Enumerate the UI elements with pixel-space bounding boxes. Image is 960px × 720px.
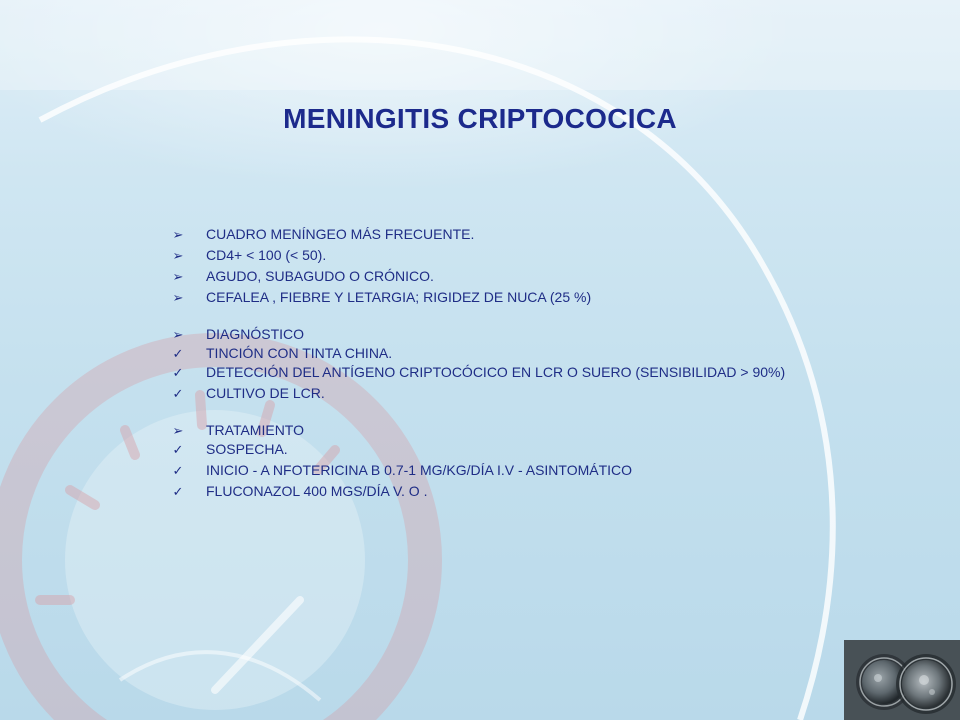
check-bullet-icon: ✓ xyxy=(172,365,184,380)
bullet-text: FLUCONAZOL 400 MGS/DÍA V. O . xyxy=(206,483,428,499)
bullet-item xyxy=(170,345,850,362)
bullet-text: CEFALEA , FIEBRE Y LETARGIA; RIGIDEZ DE NUCA (25 %) xyxy=(206,289,592,305)
bullet-item xyxy=(170,462,850,479)
check-bullet-icon: ✓ xyxy=(172,442,184,457)
arrow-bullet-icon: ➢ xyxy=(172,269,184,284)
bullet-text: DETECCIÓN DEL ANTÍGENO CRIPTOCÓCICO EN LCR O SUERO (SENSIBILIDAD > 90%) xyxy=(206,364,786,380)
group-spacer xyxy=(170,402,850,418)
bullet-item xyxy=(170,268,850,285)
bullet-text: CULTIVO DE LCR. xyxy=(206,385,325,401)
check-bullet-icon: ✓ xyxy=(172,463,184,478)
bullet-item xyxy=(170,326,850,343)
cryptococcus-micrograph xyxy=(844,640,960,720)
bullet-text: AGUDO, SUBAGUDO O CRÓNICO. xyxy=(206,268,434,284)
bullet-item xyxy=(170,247,850,264)
bullet-text: TINCIÓN CON TINTA CHINA. xyxy=(206,345,393,361)
arrow-bullet-icon: ➢ xyxy=(172,423,184,438)
bullet-item xyxy=(170,422,850,439)
bullet-text: DIAGNÓSTICO xyxy=(206,326,305,342)
slide-title: MENINGITIS CRIPTOCOCICA xyxy=(283,103,677,134)
bullet-text: CD4+ < 100 (< 50). xyxy=(206,247,327,263)
check-bullet-icon: ✓ xyxy=(172,346,184,361)
bullet-item xyxy=(170,289,850,306)
group-spacer xyxy=(170,306,850,322)
bullet-item xyxy=(170,483,850,500)
arrow-bullet-icon: ➢ xyxy=(172,327,184,342)
bullet-item xyxy=(170,385,850,402)
arrow-bullet-icon: ➢ xyxy=(172,227,184,242)
bullet-text: TRATAMIENTO xyxy=(206,422,304,438)
bullet-item xyxy=(170,364,850,381)
bullet-list xyxy=(170,226,850,500)
microscopy-image xyxy=(844,640,960,720)
check-bullet-icon: ✓ xyxy=(172,386,184,401)
bullet-item xyxy=(170,441,850,458)
bullet-text: SOSPECHA. xyxy=(206,441,288,457)
arrow-bullet-icon: ➢ xyxy=(172,248,184,263)
bullet-text: INICIO - A NFOTERICINA B 0.7-1 MG/KG/DÍA I.V - ASINTOMÁTICO xyxy=(206,462,633,478)
check-bullet-icon: ✓ xyxy=(172,484,184,499)
bullet-text: CUADRO MENÍNGEO MÁS FRECUENTE. xyxy=(206,226,475,242)
bullet-item xyxy=(170,226,850,243)
arrow-bullet-icon: ➢ xyxy=(172,290,184,305)
